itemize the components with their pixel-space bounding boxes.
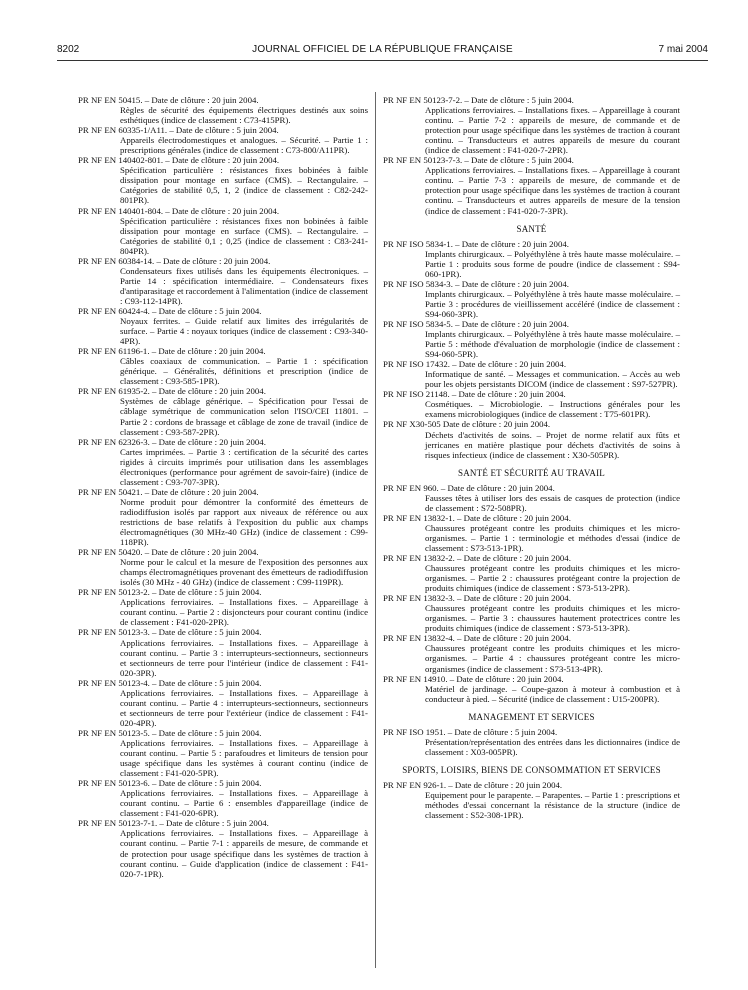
entry-description: Cartes imprimées. – Partie 3 : certification de la sécurité des cartes rigides à circuits imprimés pour utilisation dans les assemblages électroniques (performance pour agrément de savoir-faire) (indice de classement : C93-707-3PR). bbox=[120, 446, 368, 487]
entry-reference: PR NF EN 60424-4. – Date de clôture : 5 juin 2004. bbox=[78, 305, 262, 316]
standard-entry bbox=[383, 553, 680, 593]
entry-description: Norme pour le calcul et la mesure de l'exposition des personnes aux champs électromagnétiques provenant des émetteurs de radiodiffusion isolés (30 MHz - 40 GHz) (indice de classement : C99-119PR). bbox=[120, 557, 368, 588]
standard-entry bbox=[383, 389, 680, 419]
standard-entry bbox=[78, 256, 368, 306]
entry-reference: PR NF EN 61196-1. – Date de clôture : 20 juin 2004. bbox=[78, 346, 266, 357]
standard-entry bbox=[78, 437, 368, 487]
standard-entry bbox=[383, 359, 680, 389]
page-number: 8202 bbox=[57, 44, 80, 55]
standard-entry bbox=[78, 155, 368, 205]
standard-entry bbox=[383, 279, 680, 319]
entry-reference: PR NF EN 50421. – Date de clôture : 20 juin 2004. bbox=[78, 486, 259, 497]
standard-entry bbox=[383, 727, 680, 757]
standard-entry bbox=[383, 513, 680, 553]
entry-reference: PR NF ISO 5834-3. – Date de clôture : 20 juin 2004. bbox=[383, 278, 569, 289]
standard-entry bbox=[78, 587, 368, 627]
standard-entry bbox=[383, 95, 680, 155]
entry-reference: PR NF ISO 21148. – Date de clôture : 20 juin 2004. bbox=[383, 389, 566, 400]
entry-description: Systèmes de câblage générique. – Spécification pour l'essai de câblage symétrique de communication selon l'ISO/CEI 11801. – Partie 2 : cordons de brassage et câblage de zone de travail (indice de classement : C93-587-2PR). bbox=[120, 396, 368, 437]
standard-entry bbox=[78, 206, 368, 256]
entry-reference: PR NF EN 50415. – Date de clôture : 20 juin 2004. bbox=[78, 95, 259, 105]
entry-reference: PR NF EN 50123-6. – Date de clôture : 5 juin 2004. bbox=[78, 778, 262, 789]
entry-reference: PR NF EN 960. – Date de clôture : 20 juin 2004. bbox=[383, 482, 555, 493]
entry-description: Norme produit pour démontrer la conformité des émetteurs de radiodiffusion isolés par rapport aux niveaux de référence ou aux restrictions de base relatifs à l'exposition du public aux champs électromagnétiques (30 MHz-40 GHz) (indice de classement : C99-118PR). bbox=[120, 496, 368, 548]
entry-reference: PR NF EN 50123-7-3. – Date de clôture : 5 juin 2004. bbox=[383, 155, 574, 166]
standard-entry bbox=[383, 419, 680, 459]
entry-description: Spécification particulière : résistances fixes bobinées à faible dissipation pour montage en surface (CMS). – Rectangulaire. – Catégories de stabilité 0,5, 1, 2 (indice de classement : C82-242-801PR). bbox=[120, 165, 368, 206]
section-heading: SPORTS, LOISIRS, BIENS DE CONSOMMATION ET SERVICES bbox=[402, 764, 661, 775]
entry-description: Déchets d'activités de soins. – Projet de norme relatif aux fûts et jerricanes en matière plastique pour déchets d'activités de soins à risques infectieux (indice de classement : X30-505PR). bbox=[425, 429, 680, 460]
entry-description: Chaussures protégeant contre les produits chimiques et les micro-organismes. – Partie 2 : chaussures protégeant contre la projection de produits chimiques (indice de classement : S73-513-2PR). bbox=[425, 563, 680, 594]
standard-entry bbox=[78, 346, 368, 386]
entry-description: Noyaux ferrites. – Guide relatif aux limites des irrégularités de surface. – Partie 4 : noyaux toriques (indice de classement : C93-340-4PR). bbox=[120, 316, 368, 347]
section-heading: SANTÉ bbox=[516, 223, 547, 234]
entry-description: Informatique de santé. – Messages et communication. – Accès au web pour les objets persistants DICOM (indice de classement : S97-527PR). bbox=[425, 369, 680, 390]
entry-description: Applications ferroviaires. – Installations fixes. – Appareillage à courant continu. – Partie 7-1 : appareils de mesure, de commande et de protection pour usage spécifique dans les systèmes de traction à courant continu. – Guide d'application (indice de classement : F41-020-7-1PR). bbox=[120, 828, 368, 879]
entry-reference: PR NF ISO 5834-1. – Date de clôture : 20 juin 2004. bbox=[383, 238, 569, 249]
entry-description: Câbles coaxiaux de communication. – Partie 1 : spécification générique. – Généralités, définitions et prescription (indice de classement : C93-585-1PR). bbox=[120, 356, 368, 387]
standard-entry bbox=[78, 487, 368, 547]
entry-reference: PR NF ISO 1951. – Date de clôture : 5 juin 2004. bbox=[383, 726, 558, 737]
header-rule bbox=[57, 60, 708, 61]
entry-reference: PR NF EN 13832-4. – Date de clôture : 20 juin 2004. bbox=[383, 633, 571, 644]
entry-description: Présentation/représentation des entrées dans les dictionnaires (indice de classement : X03-005PR). bbox=[425, 736, 680, 757]
entry-reference: PR NF EN 140401-804. – Date de clôture : 20 juin 2004. bbox=[78, 205, 280, 216]
standard-entry bbox=[383, 593, 680, 633]
entry-description: Cosmétiques. – Microbiologie. – Instructions générales pour les examens microbiologiques (indice de classement : T75-601PR). bbox=[425, 399, 680, 420]
entry-description: Chaussures protégeant contre les produits chimiques et les micro-organismes. – Partie 3 : chaussures hautement protectrices contre les produits chimiques (indice de classement : S73-513-3PR). bbox=[425, 603, 680, 634]
entry-description: Applications ferroviaires. – Installations fixes. – Appareillage à courant continu. – Partie 6 : ensembles d'appareillage (indice de classement : F41-020-6PR). bbox=[120, 788, 368, 819]
standard-entry bbox=[78, 627, 368, 677]
entry-reference: PR NF EN 13832-1. – Date de clôture : 20 juin 2004. bbox=[383, 512, 571, 523]
standard-entry bbox=[78, 306, 368, 346]
entry-description: Matériel de jardinage. – Coupe-gazon à moteur à combustion et à conducteur à pied. – Sécurité (indice de classement : U15-200PR). bbox=[425, 683, 680, 704]
standard-entry bbox=[383, 674, 680, 704]
standard-entry bbox=[383, 483, 680, 513]
entry-reference: PR NF EN 62326-3. – Date de clôture : 20 juin 2004. bbox=[78, 436, 266, 447]
entry-reference: PR NF EN 50123-5. – Date de clôture : 5 juin 2004. bbox=[78, 727, 262, 738]
standard-entry bbox=[383, 319, 680, 359]
entry-description: Equipement pour le parapente. – Parapentes. – Partie 1 : prescriptions et méthodes d'essai concernant la résistance de la structure (indice de classement : S52-308-1PR). bbox=[425, 790, 680, 821]
entry-description: Fausses têtes à utiliser lors des essais de casques de protection (indice de classement : S72-508PR). bbox=[425, 492, 680, 513]
entry-description: Spécification particulière : résistances fixes non bobinées à faible dissipation pour montage en surface (CMS). – Rectangulaire. – Catégories de stabilité 0,1 ; 0,25 (indice de classement : C83-241-804PR). bbox=[120, 215, 368, 256]
entry-reference: PR NF EN 13832-3. – Date de clôture : 20 juin 2004. bbox=[383, 593, 571, 604]
entry-description: Condensateurs fixes utilisés dans les équipements électroniques. – Partie 14 : spécification intermédiaire. – Condensateurs fixes d'antiparasitage et raccordement à l'alimentation (indice de classement : C93-112-14PR). bbox=[120, 265, 368, 306]
section-heading: MANAGEMENT ET SERVICES bbox=[468, 711, 595, 722]
entry-description: Applications ferroviaires. – Installations fixes. – Appareillage à courant continu. – Partie 4 : interrupteurs-sectionneurs, sectionneurs et sectionneurs de terre pour l'extérieur (indice de classement : F41-020-4PR). bbox=[120, 687, 368, 728]
standard-entry bbox=[383, 780, 680, 820]
standard-entry bbox=[78, 95, 368, 125]
entry-description: Applications ferroviaires. – Installations fixes. – Appareillage à courant continu. – Partie 7-2 : appareils de mesure, de commande et de protection pour usage spécifique dans les systèmes de traction à courant continu. – Transducteurs et autres appareils de mesure du courant (indice de classement : F41-020-7-2PR). bbox=[425, 105, 680, 156]
right-column bbox=[383, 95, 680, 820]
entry-reference: PR NF EN 50123-2. – Date de clôture : 5 juin 2004. bbox=[78, 587, 262, 598]
entry-description: Applications ferroviaires. – Installations fixes. – Appareillage à courant continu. – Partie 2 : disjoncteurs pour courant continu (indice de classement : F41-020-2PR). bbox=[120, 597, 368, 628]
journal-title: JOURNAL OFFICIEL DE LA RÉPUBLIQUE FRANÇAISE bbox=[252, 44, 513, 55]
entry-reference: PR NF EN 14910. – Date de clôture : 20 juin 2004. bbox=[383, 673, 564, 684]
entry-description: Implants chirurgicaux. – Polyéthylène à très haute masse moléculaire. – Partie 5 : méthode d'évaluation de morphologie (indice de classement : S94-060-5PR). bbox=[425, 329, 680, 360]
standard-entry bbox=[78, 778, 368, 818]
entry-reference: PR NF EN 60384-14. – Date de clôture : 20 juin 2004. bbox=[78, 255, 271, 266]
entry-description: Implants chirurgicaux. – Polyéthylène à très haute masse moléculaire. – Partie 1 : produits sous forme de poudre (indice de classement : S94-060-1PR). bbox=[425, 248, 680, 279]
entry-description: Implants chirurgicaux. – Polyéthylène à très haute masse moléculaire. – Partie 3 : procédures de vieillissement accéléré (indice de classement : S94-060-3PR). bbox=[425, 288, 680, 319]
entry-description: Applications ferroviaires. – Installations fixes. – Appareillage à courant continu. – Partie 3 : interrupteurs-sectionneurs, sectionneurs et sectionneurs de terre pour l'intérieur (indice de classement : F41-020-3PR). bbox=[120, 637, 368, 678]
entry-reference: PR NF EN 50123-7-2. – Date de clôture : 5 juin 2004. bbox=[383, 95, 574, 105]
entry-reference: PR NF EN 13832-2. – Date de clôture : 20 juin 2004. bbox=[383, 553, 571, 564]
page-header bbox=[57, 44, 708, 60]
entry-reference: PR NF EN 50123-7-1. – Date de clôture : 5 juin 2004. bbox=[78, 818, 269, 829]
standard-entry bbox=[383, 633, 680, 673]
entry-reference: PR NF ISO 17432. – Date de clôture : 20 juin 2004. bbox=[383, 359, 567, 370]
entry-reference: PR NF EN 140402-801. – Date de clôture : 20 juin 2004. bbox=[78, 155, 280, 166]
standard-entry bbox=[78, 818, 368, 878]
standard-entry bbox=[78, 386, 368, 436]
entry-reference: PR NF X30-505 Date de clôture : 20 juin 2004. bbox=[383, 419, 551, 430]
entry-description: Chaussures protégeant contre les produits chimiques et les micro-organismes. – Partie 4 : chaussures protégeant contre les micro-organismes (indice de classement : S73-513-4PR). bbox=[425, 643, 680, 674]
entry-description: Applications ferroviaires. – Installations fixes. – Appareillage à courant continu. – Partie 7-3 : appareils de mesure, de commande et de protection pour usage spécifique dans les systèmes de traction à courant continu. – Transducteurs et autres appareils de mesure de la tension (indice de classement : F41-020-7-3PR). bbox=[425, 165, 680, 216]
entry-reference: PR NF EN 61935-2. – Date de clôture : 20 juin 2004. bbox=[78, 386, 266, 397]
standard-entry bbox=[78, 547, 368, 587]
column-divider bbox=[375, 92, 376, 968]
left-column bbox=[78, 95, 368, 879]
issue-date: 7 mai 2004 bbox=[658, 44, 708, 55]
standard-entry bbox=[78, 728, 368, 778]
entry-reference: PR NF EN 50420. – Date de clôture : 20 juin 2004. bbox=[78, 547, 259, 558]
entry-description: Chaussures protégeant contre les produits chimiques et les micro-organismes. – Partie 1 : terminologie et méthodes d'essai (indice de classement : S73-513-1PR). bbox=[425, 522, 680, 553]
standard-entry bbox=[383, 155, 680, 215]
entry-reference: PR NF EN 926-1. – Date de clôture : 20 juin 2004. bbox=[383, 779, 563, 790]
entry-description: Applications ferroviaires. – Installations fixes. – Appareillage à courant continu. – Partie 5 : parafoudres et limiteurs de tension pour usage spécifique dans les systèmes à courant continu (indice de classement : F41-020-5PR). bbox=[120, 738, 368, 779]
entry-reference: PR NF EN 50123-4. – Date de clôture : 5 juin 2004. bbox=[78, 677, 262, 688]
standard-entry bbox=[78, 678, 368, 728]
entry-reference: PR NF EN 50123-3. – Date de clôture : 5 juin 2004. bbox=[78, 627, 262, 638]
entry-description: Appareils électrodomestiques et analogues. – Sécurité. – Partie 1 : prescriptions générales (indice de classement : C73-800/A11PR). bbox=[120, 135, 368, 156]
section-heading: SANTÉ ET SÉCURITÉ AU TRAVAIL bbox=[458, 467, 605, 478]
entry-description: Règles de sécurité des équipements électriques destinés aux soins esthétiques (indice de classement : C73-415PR). bbox=[120, 105, 368, 126]
standard-entry bbox=[78, 125, 368, 155]
entry-reference: PR NF EN 60335-1/A11. – Date de clôture : 5 juin 2004. bbox=[78, 125, 279, 136]
standard-entry bbox=[383, 239, 680, 279]
entry-reference: PR NF ISO 5834-5. – Date de clôture : 20 juin 2004. bbox=[383, 318, 569, 329]
